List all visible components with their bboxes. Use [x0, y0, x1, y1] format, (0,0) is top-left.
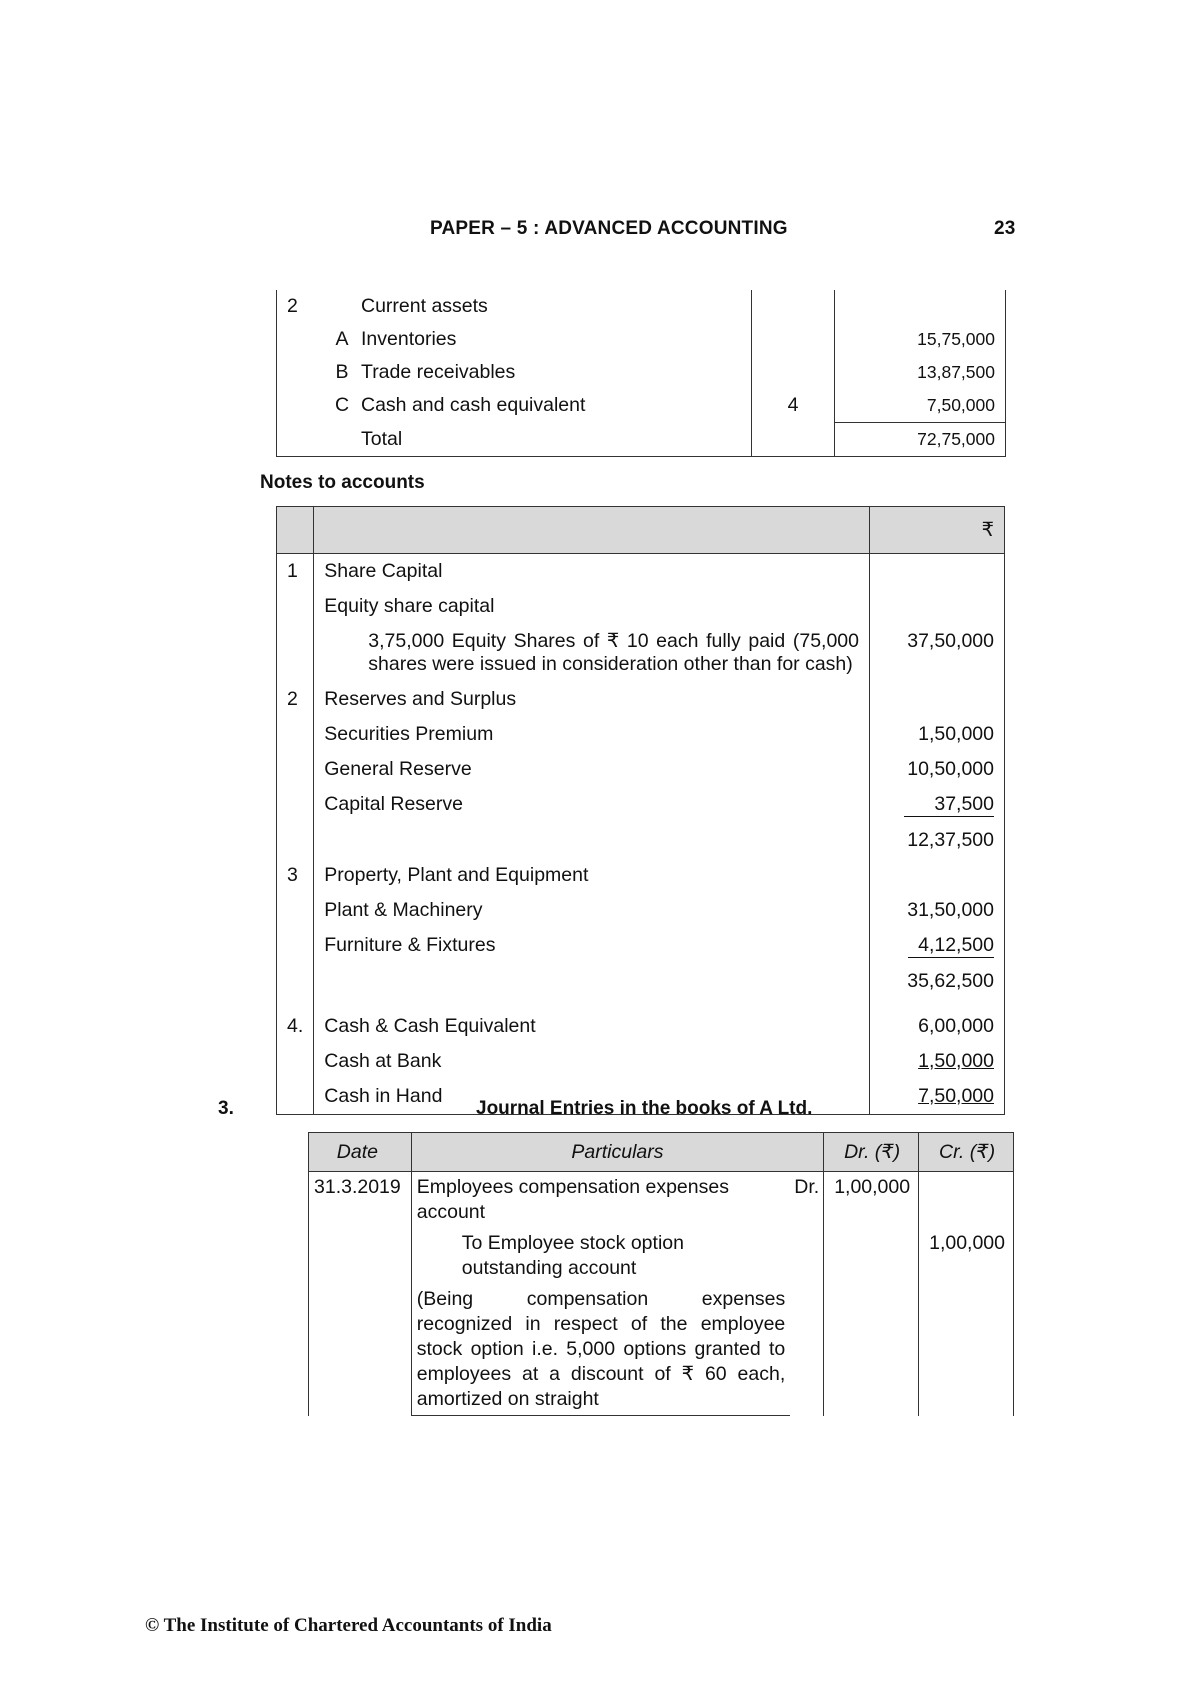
- note-title: Cash & Cash Equivalent: [314, 1009, 870, 1044]
- section-title: Journal Entries in the books of A Ltd.: [476, 1098, 813, 1119]
- note-item-label: Cash in Hand: [314, 1079, 870, 1115]
- table-row: [277, 787, 1005, 823]
- bs-total-amount: 72,75,000: [835, 423, 1006, 457]
- bs-no: [277, 389, 334, 423]
- section-number: 3.: [218, 1098, 234, 1119]
- bs-amount: [835, 290, 1006, 323]
- table-row: [277, 389, 1006, 423]
- note-total: 12,37,500: [870, 823, 1005, 858]
- journal-date: 31.3.2019: [309, 1172, 412, 1229]
- credit-account: To Employee stock option outstanding account: [411, 1228, 790, 1284]
- dr-label: Dr.: [790, 1172, 823, 1229]
- header-cr: Cr. (₹): [919, 1133, 1014, 1172]
- note-item-amount: 10,50,000: [870, 752, 1005, 787]
- table-row: [277, 624, 1005, 682]
- table-row: [277, 554, 1005, 590]
- header-date: Date: [309, 1133, 412, 1172]
- journal-table: [308, 1132, 1014, 1416]
- bs-letter: C: [334, 394, 350, 416]
- table-row: [277, 858, 1005, 893]
- table-row: [277, 589, 1005, 624]
- header-dr: Dr. (₹): [824, 1133, 919, 1172]
- note-item-label: Furniture & Fixtures: [314, 928, 870, 964]
- note-detail: 3,75,000 Equity Shares of ₹ 10 each fully paid (75,000 shares were issued in consideration other than for cash): [314, 624, 870, 682]
- debit-amount: 1,00,000: [824, 1172, 919, 1229]
- bs-letter: [333, 423, 351, 457]
- note-item-amount: 1,50,000: [870, 717, 1005, 752]
- bs-letter: A: [335, 328, 349, 350]
- header-particulars: Particulars: [411, 1133, 823, 1172]
- bs-note: [752, 423, 835, 457]
- note-number: 2: [277, 682, 314, 717]
- note-number: 3: [277, 858, 314, 893]
- bs-letter: [333, 290, 351, 323]
- page-header-title: PAPER – 5 : ADVANCED ACCOUNTING: [430, 218, 788, 239]
- table-row: [277, 1009, 1005, 1044]
- bs-particulars: Cash and cash equivalent: [351, 389, 752, 423]
- note-item-amount: 1,50,000: [918, 1050, 994, 1072]
- bs-amount: 7,50,000: [835, 389, 1006, 423]
- currency-symbol: ₹: [870, 507, 1005, 554]
- note-title: Property, Plant and Equipment: [314, 858, 870, 893]
- note-item-label: Capital Reserve: [314, 787, 870, 823]
- bs-note: 4: [752, 389, 835, 423]
- bs-letter: B: [335, 361, 349, 383]
- table-row: [277, 356, 1006, 389]
- bs-particulars: Inventories: [351, 323, 752, 356]
- table-header-row: [277, 507, 1005, 554]
- table-row: [277, 717, 1005, 752]
- note-item-label: Cash at Bank: [314, 1044, 870, 1079]
- bs-note: [752, 356, 835, 389]
- bs-particulars: Total: [351, 423, 752, 457]
- note-number: 1: [277, 554, 314, 590]
- note-item-amount: 37,500: [904, 793, 994, 817]
- balance-sheet-table: [276, 290, 1006, 457]
- table-row: [309, 1228, 1014, 1284]
- note-item-label: Securities Premium: [314, 717, 870, 752]
- header-cell: [277, 507, 314, 554]
- table-row: [277, 928, 1005, 964]
- bs-no: 2: [277, 290, 334, 323]
- note-total: 35,62,500: [870, 964, 1005, 1009]
- table-row: [277, 893, 1005, 928]
- bs-no: [277, 356, 334, 389]
- table-header-row: [309, 1133, 1014, 1172]
- credit-amount: 1,00,000: [919, 1228, 1014, 1284]
- table-row: [277, 1044, 1005, 1079]
- bs-note: [752, 323, 835, 356]
- notes-table: [276, 506, 1005, 1115]
- note-amount: 37,50,000: [870, 624, 1005, 682]
- footer-copyright: © The Institute of Chartered Accountants of India: [145, 1615, 552, 1636]
- note-item-amount: 4,12,500: [908, 934, 994, 958]
- note-item-label: General Reserve: [314, 752, 870, 787]
- table-row: [277, 290, 1006, 323]
- note-subtitle: Equity share capital: [314, 589, 870, 624]
- note-item-amount: 31,50,000: [870, 893, 1005, 928]
- note-number: 4.: [277, 1009, 314, 1044]
- bs-no: [277, 323, 334, 356]
- table-row: [277, 423, 1006, 457]
- table-row: [277, 964, 1005, 1009]
- bs-amount: 15,75,000: [835, 323, 1006, 356]
- note-title: Share Capital: [314, 554, 870, 590]
- page-number: 23: [994, 218, 1016, 239]
- bs-particulars: Current assets: [351, 290, 752, 323]
- debit-account: Employees compensation expenses account: [411, 1172, 790, 1229]
- bs-amount: 13,87,500: [835, 356, 1006, 389]
- table-row: [309, 1284, 1014, 1416]
- table-row: [277, 682, 1005, 717]
- notes-heading: Notes to accounts: [260, 472, 425, 493]
- note-item-label: Plant & Machinery: [314, 893, 870, 928]
- note-title: Reserves and Surplus: [314, 682, 870, 717]
- table-row: [277, 323, 1006, 356]
- table-row: [309, 1172, 1014, 1229]
- header-cell: [314, 507, 870, 554]
- bs-particulars: Trade receivables: [351, 356, 752, 389]
- bs-no: [277, 423, 334, 457]
- note-title-amount: 6,00,000: [870, 1009, 1005, 1044]
- table-row: [277, 823, 1005, 858]
- table-row: [277, 752, 1005, 787]
- narration: (Being compensation expenses recognized in respect of the employee stock option i.e. 5,000 options granted to employees at a discount of ₹ 60 each, amortized on straight: [411, 1284, 790, 1416]
- note-item-amount: 7,50,000: [918, 1085, 994, 1107]
- bs-note: [752, 290, 835, 323]
